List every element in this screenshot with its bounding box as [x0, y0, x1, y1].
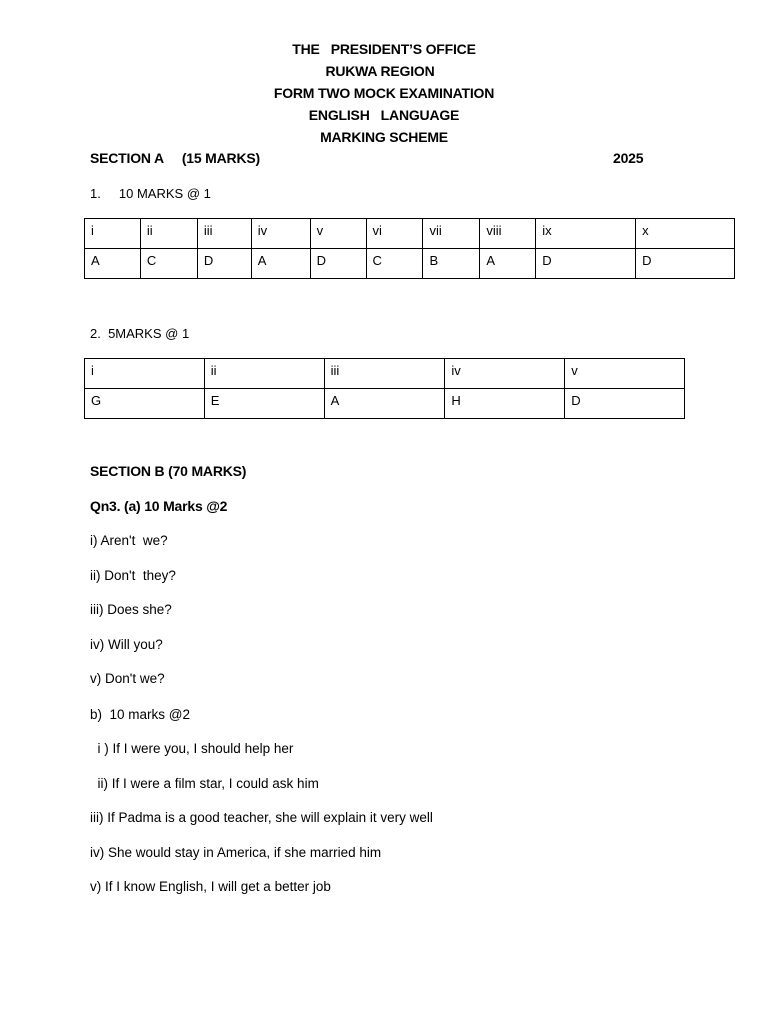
list-item: v) If I know English, I will get a better job	[90, 879, 331, 894]
list-item: iii) Does she?	[90, 602, 172, 617]
header-line-exam: FORM TWO MOCK EXAMINATION	[273, 85, 495, 101]
exam-year: 2025	[613, 150, 644, 166]
table-header-cell: ii	[140, 219, 197, 249]
table-cell: A	[85, 249, 141, 279]
table-cell: G	[85, 389, 205, 419]
table-cell: C	[366, 249, 423, 279]
list-item: i) Aren't we?	[90, 533, 168, 548]
table-cell: D	[536, 249, 636, 279]
table-cell: E	[204, 389, 324, 419]
header-line-office: THE PRESIDENT’S OFFICE	[292, 41, 476, 57]
question-3a-title: Qn3. (a) 10 Marks @2	[90, 498, 228, 514]
table-cell: C	[140, 249, 197, 279]
question-2-answer-table	[84, 358, 685, 419]
table-cell: D	[310, 249, 366, 279]
table-header-cell: ix	[536, 219, 636, 249]
list-item: iv) Will you?	[90, 637, 163, 652]
table-row	[85, 359, 685, 389]
question-2-label: 2. 5MARKS @ 1	[90, 326, 190, 341]
table-header-cell: i	[85, 359, 205, 389]
table-header-cell: iv	[251, 219, 310, 249]
table-row	[85, 389, 685, 419]
list-item: ii) Don't they?	[90, 568, 176, 583]
table-cell: A	[480, 249, 536, 279]
table-cell: H	[445, 389, 565, 419]
section-b-title: SECTION B (70 MARKS)	[90, 463, 247, 479]
table-header-cell: iv	[445, 359, 565, 389]
question-1-answer-table	[84, 218, 735, 279]
list-item: i ) If I were you, I should help her	[90, 741, 294, 756]
question-1-label: 1. 10 MARKS @ 1	[90, 186, 211, 201]
header-line-subject: ENGLISH LANGUAGE	[308, 107, 460, 123]
table-cell: A	[251, 249, 310, 279]
list-item: iii) If Padma is a good teacher, she will explain it very well	[90, 810, 433, 825]
header-line-region: RUKWA REGION	[325, 63, 435, 79]
section-a-title: SECTION A (15 MARKS)	[90, 150, 260, 166]
table-header-cell: iii	[197, 219, 251, 249]
table-row	[85, 219, 735, 249]
table-cell: D	[565, 389, 685, 419]
table-cell: D	[197, 249, 251, 279]
table-header-cell: vi	[366, 219, 423, 249]
list-item: v) Don't we?	[90, 671, 165, 686]
table-header-cell: ii	[204, 359, 324, 389]
table-header-cell: viii	[480, 219, 536, 249]
header-line-marking-scheme: MARKING SCHEME	[320, 129, 448, 145]
table-cell: D	[636, 249, 735, 279]
list-item: ii) If I were a film star, I could ask him	[90, 776, 319, 791]
table-header-cell: v	[565, 359, 685, 389]
table-header-cell: x	[636, 219, 735, 249]
table-header-cell: v	[310, 219, 366, 249]
table-header-cell: vii	[423, 219, 480, 249]
table-cell: B	[423, 249, 480, 279]
question-3b-title: b) 10 marks @2	[90, 707, 190, 722]
list-item: iv) She would stay in America, if she married him	[90, 845, 382, 860]
table-header-cell: iii	[324, 359, 445, 389]
table-row	[85, 249, 735, 279]
table-cell: A	[324, 389, 445, 419]
table-header-cell: i	[85, 219, 141, 249]
